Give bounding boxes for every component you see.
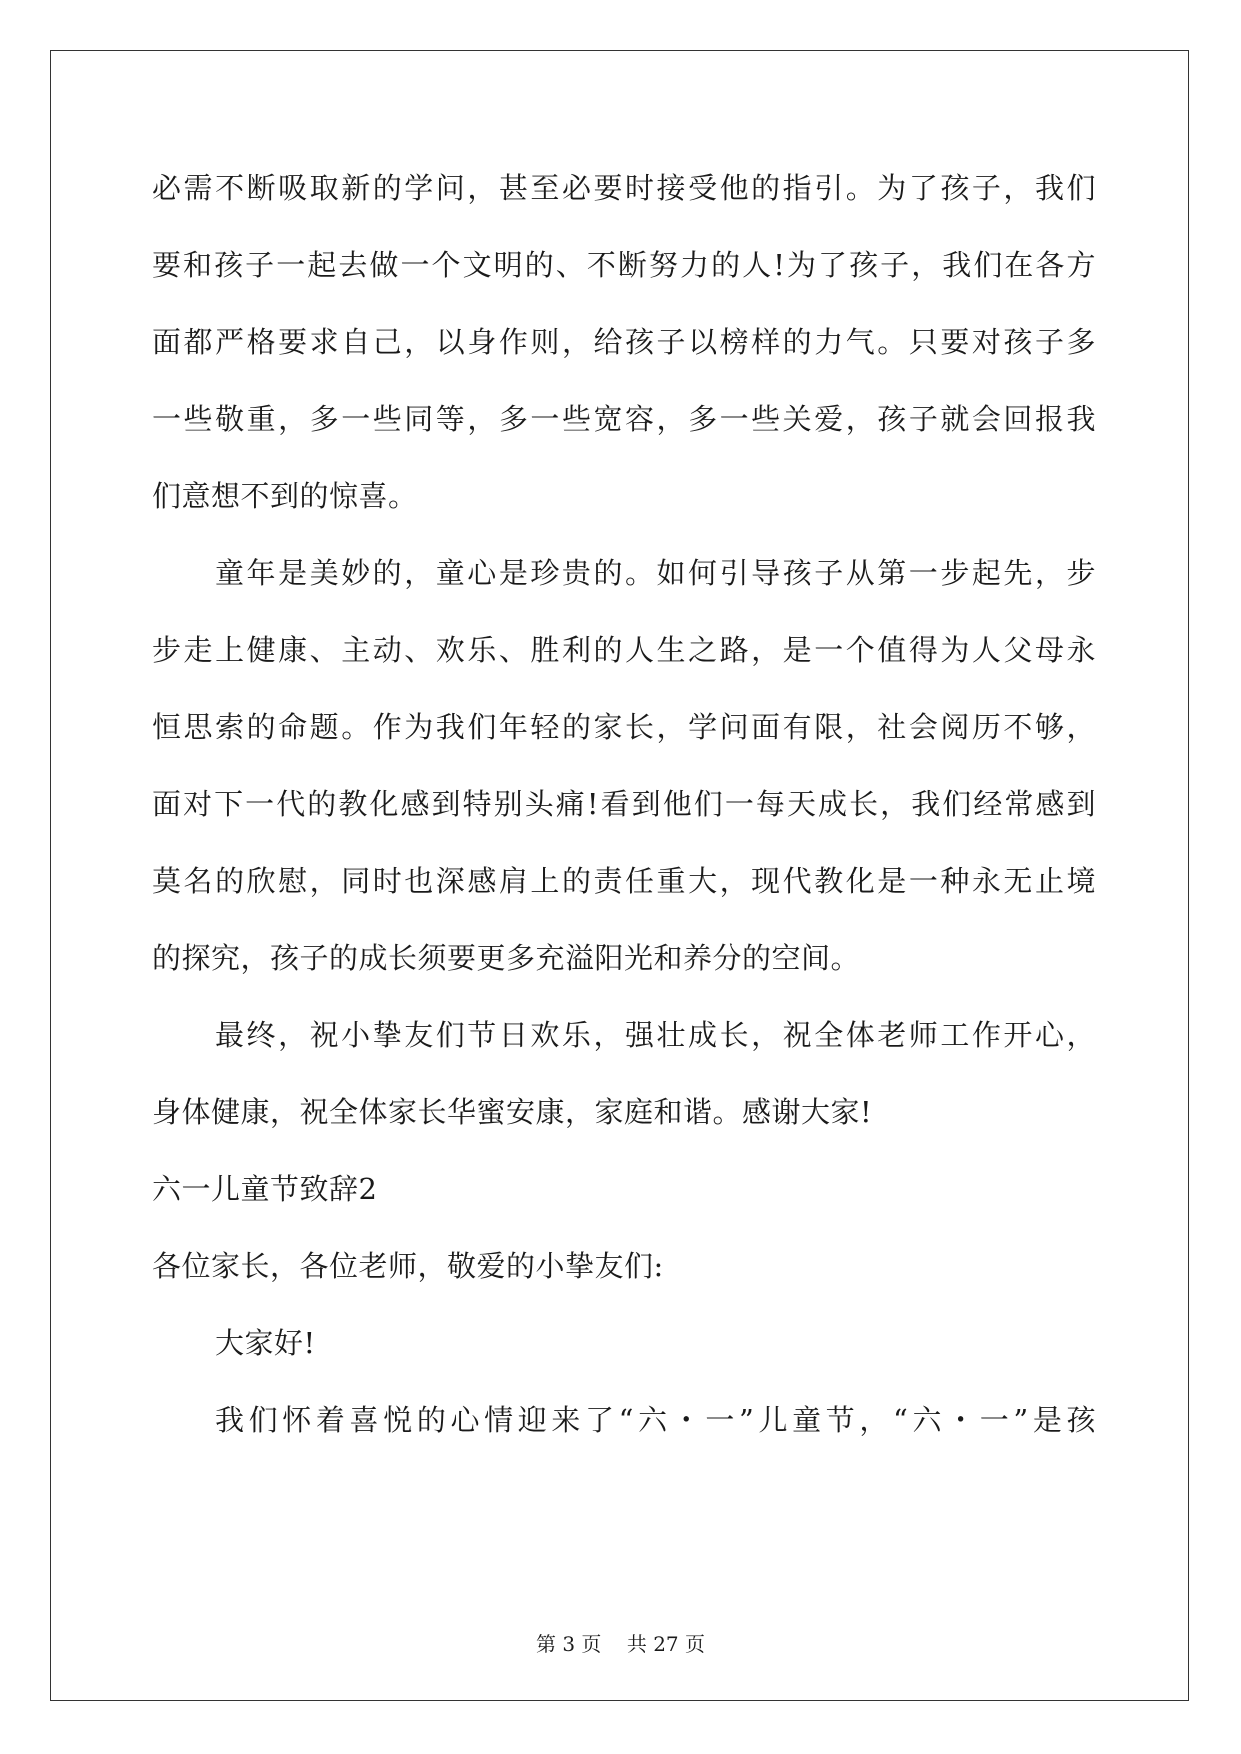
paragraph-line: 莫名的欣慰，同时也深感肩上的责任重大，现代教化是一种永无止境 — [152, 864, 1096, 898]
paragraph-line: 恒思索的命题。作为我们年轻的家长，学问面有限，社会阅历不够， — [152, 710, 1096, 744]
paragraph-line: 步走上健康、主动、欢乐、胜利的人生之路，是一个值得为人父母永 — [152, 633, 1096, 667]
paragraph-line: 们意想不到的惊喜。 — [152, 479, 418, 513]
paragraph-line: 必需不断吸取新的学问，甚至必要时接受他的指引。为了孩子，我们 — [152, 171, 1096, 205]
greeting: 大家好! — [215, 1326, 316, 1360]
paragraph-line: 童年是美妙的，童心是珍贵的。如何引导孩子从第一步起先，步 — [215, 556, 1096, 590]
salutation: 各位家长，各位老师，敬爱的小挚友们: — [152, 1249, 664, 1283]
paragraph-line: 面都严格要求自己，以身作则，给孩子以榜样的力气。只要对孩子多 — [152, 325, 1096, 359]
paragraph-line: 最终，祝小挚友们节日欢乐，强壮成长，祝全体老师工作开心， — [215, 1018, 1096, 1052]
paragraph-line: 面对下一代的教化感到特别头痛!看到他们一每天成长，我们经常感到 — [152, 787, 1096, 821]
paragraph-line: 一些敬重，多一些同等，多一些宽容，多一些关爱，孩子就会回报我 — [152, 402, 1096, 436]
document-body — [152, 150, 1096, 1459]
page-number-footer: 第 3 页 共 27 页 — [535, 1632, 706, 1656]
paragraph-line: 要和孩子一起去做一个文明的、不断努力的人!为了孩子，我们在各方 — [152, 248, 1096, 282]
paragraph-line: 的探究，孩子的成长须要更多充溢阳光和养分的空间。 — [152, 941, 861, 975]
section-heading: 六一儿童节致辞2 — [152, 1172, 378, 1206]
paragraph-line: 身体健康，祝全体家长华蜜安康，家庭和谐。感谢大家! — [152, 1095, 873, 1129]
paragraph-line: 我们怀着喜悦的心情迎来了“六・一”儿童节，“六・一”是孩 — [215, 1403, 1096, 1437]
